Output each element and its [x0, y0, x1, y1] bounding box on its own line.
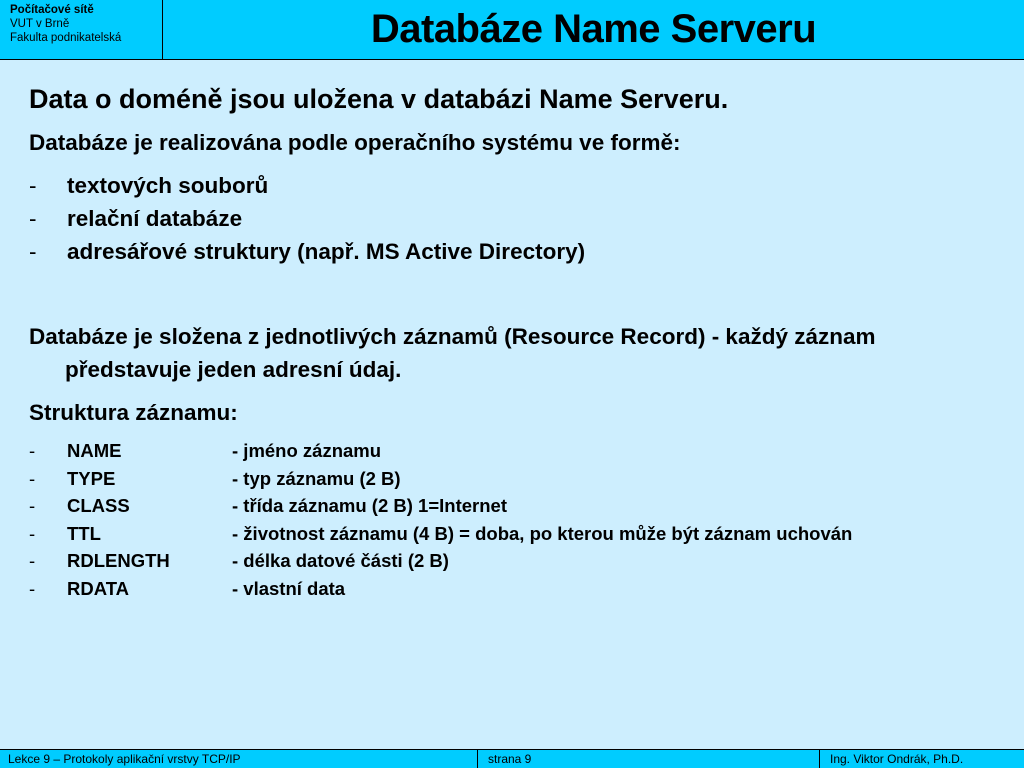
slide-content [29, 82, 999, 602]
field-description: - životnost záznamu (4 B) = doba, po kterou může být záznam uchován [232, 522, 853, 544]
field-row [29, 547, 999, 575]
dash-bullet: - [29, 440, 36, 461]
dash-bullet: - [29, 173, 37, 198]
footer-bar [0, 749, 1024, 768]
field-name: CLASS [67, 495, 130, 516]
field-name: RDATA [67, 577, 129, 599]
dash-bullet: - [29, 495, 36, 516]
dash-bullet: - [29, 550, 36, 571]
slide-title: Databáze Name Serveru [370, 7, 817, 51]
list-item-text: relační databáze [67, 206, 243, 231]
field-row [29, 437, 999, 465]
list-item-text: adresářové struktury (např. MS Active Directory) [67, 239, 586, 264]
dash-bullet: - [29, 239, 37, 264]
header-bar [0, 0, 1024, 60]
structure-heading: Struktura záznamu: [29, 400, 238, 425]
intro-sentence: Databáze je realizována podle operačního systému ve formě: [29, 130, 681, 155]
footer-page-number: strana 9 [478, 750, 820, 768]
list-item [29, 169, 999, 202]
footer-lecture: Lekce 9 – Protokoly aplikační vrstvy TCP/IP [0, 750, 478, 768]
dash-bullet: - [29, 467, 36, 489]
field-row [29, 465, 999, 493]
lead-sentence: Data o doméně jsou uložena v databázi Name Serveru. [29, 84, 729, 114]
forms-list [29, 169, 999, 268]
field-name: TTL [67, 522, 101, 544]
records-paragraph: Databáze je složena z jednotlivých záznamů (Resource Record) - každý záznam představuje jeden adresní údaj. [29, 324, 876, 382]
fields-list [29, 437, 999, 602]
dash-bullet: - [29, 206, 37, 231]
spacer [29, 268, 999, 320]
field-description: - délka datové části (2 B) [232, 550, 449, 571]
list-item [29, 235, 999, 268]
field-name: TYPE [67, 467, 116, 489]
university-name: VUT v Brně [10, 18, 70, 30]
footer-author: Ing. Viktor Ondrák, Ph.D. [830, 752, 964, 766]
field-description: - jméno záznamu [232, 440, 382, 461]
field-row [29, 575, 999, 603]
dash-bullet: - [29, 522, 36, 544]
course-name: Počítačové sítě [10, 4, 94, 16]
header-info-box [0, 0, 163, 59]
dash-bullet: - [29, 577, 36, 599]
list-item [29, 202, 999, 235]
list-item-text: textových souborů [67, 173, 269, 198]
field-description: - třída záznamu (2 B) 1=Internet [232, 495, 507, 516]
field-row [29, 520, 999, 548]
field-description: - typ záznamu (2 B) [232, 467, 401, 489]
field-name: NAME [67, 440, 122, 461]
field-description: - vlastní data [232, 577, 346, 599]
faculty-name: Fakulta podnikatelská [10, 32, 122, 44]
field-row [29, 492, 999, 520]
field-name: RDLENGTH [67, 550, 170, 571]
